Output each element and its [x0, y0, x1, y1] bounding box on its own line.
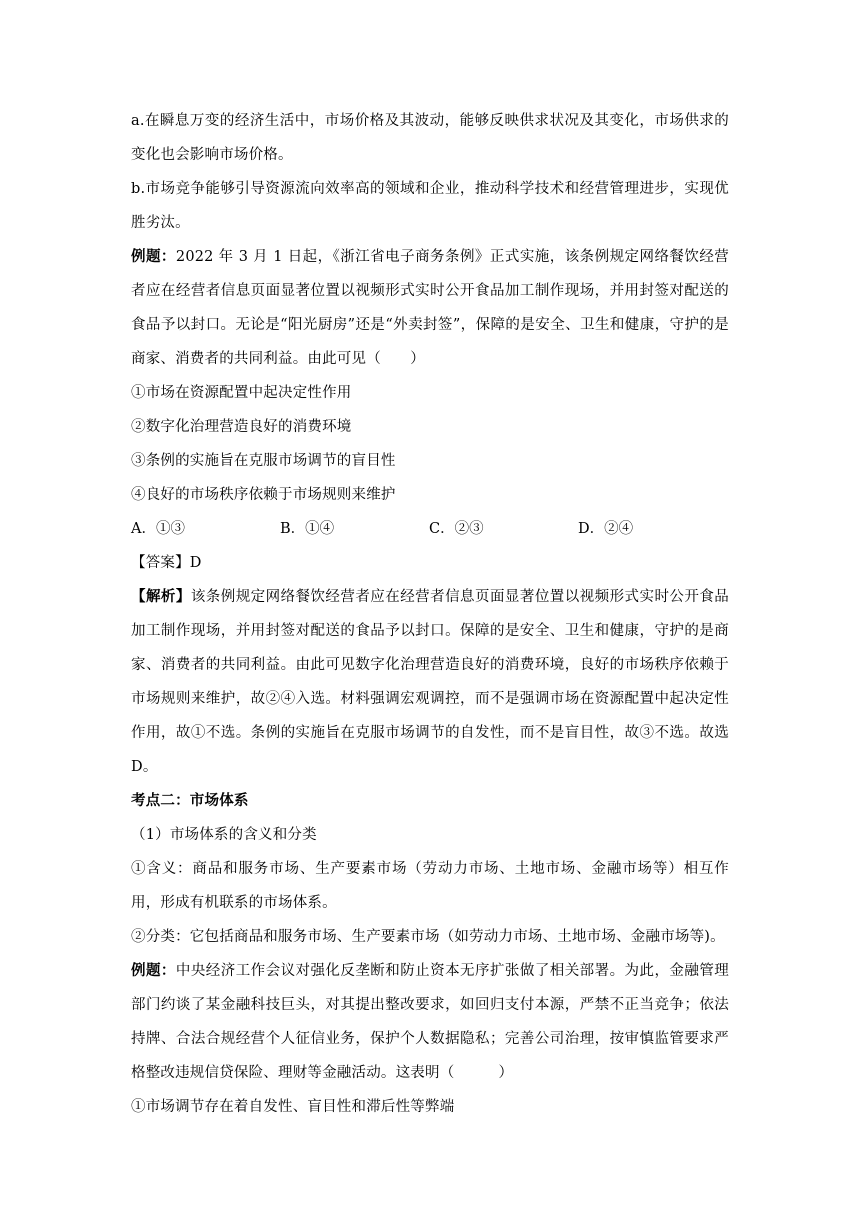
- subsection-title: （1）市场体系的含义和分类: [131, 827, 317, 843]
- paragraph-a: a.在瞬息万变的经济生活中，市场价格及其波动，能够反映供求状况及其变化，市场供求的变化也会影响市场价格。: [131, 113, 729, 163]
- example-1-item-4: ④良好的市场秩序依赖于市场规则来维护: [131, 487, 396, 503]
- example-1-item-3: ③条例的实施旨在克服市场调节的盲目性: [131, 453, 396, 469]
- example-1-options: [131, 512, 729, 546]
- document-body: [131, 104, 729, 1124]
- analysis-label: 【解析】: [131, 588, 191, 605]
- section-title: 考点二：市场体系: [131, 792, 249, 809]
- example-1-label: 例题：: [131, 248, 176, 265]
- example-1-item-2: ②数字化治理营造良好的消费环境: [131, 419, 352, 435]
- paragraph-b: b.市场竞争能够引导资源流向效率高的领域和企业，推动科学技术和经营管理进步，实现优胜劣汰。: [131, 181, 729, 231]
- definition-meaning: ①含义：商品和服务市场、生产要素市场（劳动力市场、土地市场、金融市场等）相互作用，形成有机联系的市场体系。: [131, 861, 729, 911]
- example-2-text: 中央经济工作会议对强化反垄断和防止资本无序扩张做了相关部署。为此，金融管理部门约谈了某金融科技巨头，对其提出整改要求，如回归支付本源，严禁不正当竞争；依法持牌、合法合规经营个人征信业务，保护个人数据隐私；完善公司治理，按审慎监管要求严格整改违规信贷保险、理财等金融活动。这表明（ ）: [131, 963, 729, 1081]
- example-2: [131, 954, 729, 1090]
- option-b: B．①④: [280, 521, 335, 537]
- analysis-text: 该条例规定网络餐饮经营者应在经营者信息页面显著位置以视频形式实时公开食品加工制作现场，并用封签对配送的食品予以封口。保障的是安全、卫生和健康，守护的是商家、消费者的共同利益。由此可见数字化治理营造良好的消费环境，良好的市场秩序依赖于市场规则来维护，故②④入选。材料强调宏观调控，而不是强调市场在资源配置中起决定性作用，故①不选。条例的实施旨在克服市场调节的自发性，而不是盲目性，故③不选。故选 D。: [131, 589, 729, 775]
- definition-classification: ②分类：它包括商品和服务市场、生产要素市场（如劳动力市场、土地市场、金融市场等)。: [131, 929, 725, 945]
- option-d: D．②④: [578, 521, 634, 537]
- example-1-text: 2022 年 3 月 1 日起，《浙江省电子商务条例》正式实施，该条例规定网络餐饮经营者应在经营者信息页面显著位置以视频形式实时公开食品加工制作现场，并用封签对配送的食品予以封口。无论是“阳光厨房”还是“外卖封签”，保障的是安全、卫生和健康，守护的是商家、消费者的共同利益。由此可见（ ）: [131, 249, 729, 367]
- example-2-item-1: ①市场调节存在着自发性、盲目性和滞后性等弊端: [131, 1099, 455, 1115]
- example-1: [131, 240, 729, 376]
- example-2-label: 例题：: [131, 962, 176, 979]
- option-c: C．②③: [429, 521, 484, 537]
- example-1-analysis: [131, 580, 729, 784]
- example-1-item-1: ①市场在资源配置中起决定性作用: [131, 385, 352, 401]
- option-a: A．①③: [131, 521, 185, 537]
- example-1-answer: 【答案】D: [131, 555, 202, 571]
